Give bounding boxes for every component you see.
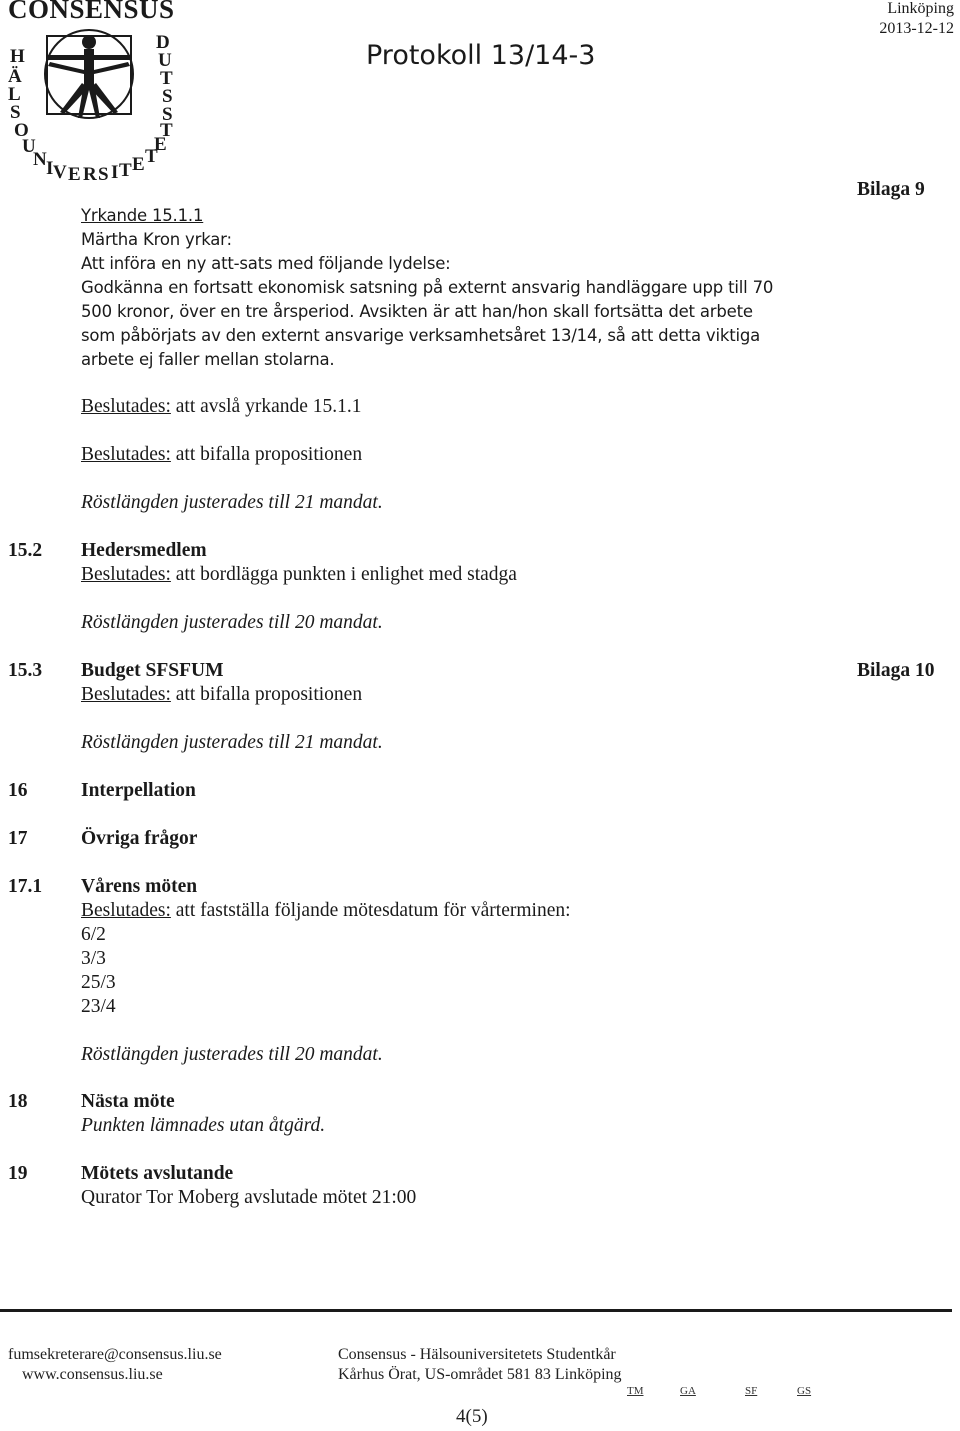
section-number: 18 (8, 1091, 28, 1112)
header-city: Linköping (887, 0, 954, 17)
svg-text:S: S (10, 102, 21, 123)
decision-line (81, 443, 362, 467)
section-number: 17.1 (8, 876, 43, 897)
svg-text:T: T (119, 160, 132, 180)
section-title: Mötets avslutande (81, 1163, 234, 1184)
brand-name: CONSENSUS (8, 0, 175, 24)
meeting-date: 3/3 (81, 948, 106, 969)
decision-line (81, 395, 362, 419)
decision-text: att avslå yrkande 15.1.1 (170, 396, 362, 417)
section-title: Budget SFSFUM (81, 660, 224, 681)
svg-text:E: E (132, 154, 145, 175)
section-note: Punkten lämnades utan åtgärd. (81, 1115, 326, 1136)
decision-line (81, 899, 571, 923)
section-title: Hedersmedlem (81, 540, 207, 561)
svg-text:R: R (83, 164, 97, 180)
decision-label: Beslutades: (81, 564, 171, 585)
footer-initials: SF (745, 1385, 758, 1397)
decision-label: Beslutades: (81, 444, 171, 465)
section-title: Interpellation (81, 780, 196, 801)
svg-text:S: S (98, 164, 109, 180)
vote-count-note: Röstlängden justerades till 20 mandat. (81, 1044, 383, 1065)
footer-address: Kårhus Örat, US-området 581 83 Linköping (338, 1366, 622, 1383)
decision-line (81, 683, 362, 707)
svg-text:S: S (162, 104, 173, 125)
footer-email[interactable]: fumsekreterare@consensus.liu.se (8, 1346, 222, 1363)
decision-label: Beslutades: (81, 396, 171, 417)
footer-initials: TM (627, 1385, 644, 1397)
section-number: 17 (8, 828, 28, 849)
decision-label: Beslutades: (81, 684, 171, 705)
section-title: Vårens möten (81, 876, 198, 897)
svg-text:T: T (145, 146, 158, 167)
footer-initials: GS (797, 1385, 812, 1397)
section-number: 15.3 (8, 660, 43, 681)
svg-text:V: V (53, 162, 67, 180)
page-number: 4(5) (456, 1406, 488, 1427)
consensus-seal-logo (0, 0, 178, 180)
decision-text: att bifalla propositionen (170, 444, 363, 465)
vote-count-note: Röstlängden justerades till 21 mandat. (81, 492, 383, 513)
svg-text:E: E (154, 134, 167, 155)
decision-label: Beslutades: (81, 900, 171, 921)
yrkande-line: 500 kronor, över en tre årsperiod. Avsikten är att han/hon skall fortsätta det arbete (81, 302, 753, 321)
bilaga-10-label: Bilaga 10 (857, 660, 935, 681)
section-number: 16 (8, 780, 28, 801)
meeting-date: 6/2 (81, 924, 106, 945)
footer-website[interactable]: www.consensus.liu.se (22, 1366, 163, 1383)
svg-text:T: T (160, 120, 173, 141)
svg-text:T: T (160, 68, 173, 89)
section-title: Övriga frågor (81, 828, 198, 849)
yrkande-line: som påbörjats av den externt ansvarige verksamhetsåret 13/14, så att detta viktiga (81, 326, 761, 345)
svg-text:I: I (111, 162, 119, 180)
svg-text:U: U (158, 50, 172, 71)
section-number: 19 (8, 1163, 28, 1184)
decision-line (81, 563, 517, 587)
yrkande-line: Märtha Kron yrkar: (81, 230, 232, 249)
svg-text:I: I (46, 158, 54, 179)
svg-text:D: D (156, 32, 170, 53)
section-number: 15.2 (8, 540, 43, 561)
section-title: Nästa möte (81, 1091, 175, 1112)
svg-text:U: U (22, 136, 36, 157)
decision-text: att bordlägga punkten i enlighet med stadga (170, 564, 517, 585)
meeting-date: 25/3 (81, 972, 116, 993)
svg-text:E: E (68, 164, 81, 180)
vote-count-note: Röstlängden justerades till 21 mandat. (81, 732, 383, 753)
page-title: Protokoll 13/14-3 (366, 40, 596, 71)
decision-text: att bifalla propositionen (170, 684, 363, 705)
footer-organization: Consensus - Hälsouniversitetets Studentkår (338, 1346, 616, 1363)
meeting-date: 23/4 (81, 996, 116, 1017)
decision-text: att fastställa följande mötesdatum för vårterminen: (170, 900, 571, 921)
yrkande-heading: Yrkande 15.1.1 (81, 206, 204, 225)
yrkande-line: Godkänna en fortsatt ekonomisk satsning på externt ansvarig handläggare upp till 70 (81, 278, 774, 297)
svg-text:H: H (10, 46, 25, 67)
bilaga-9-label: Bilaga 9 (857, 179, 925, 200)
svg-text:N: N (33, 149, 47, 170)
svg-text:Ä: Ä (8, 66, 22, 87)
svg-text:O: O (14, 120, 29, 141)
footer-initials: GA (680, 1385, 696, 1397)
section-note: Qurator Tor Moberg avslutade mötet 21:00 (81, 1187, 417, 1208)
svg-text:L: L (8, 84, 21, 105)
header-date: 2013-12-12 (879, 20, 954, 37)
yrkande-line: arbete ej faller mellan stolarna. (81, 350, 335, 369)
footer-divider (0, 1309, 952, 1312)
svg-text:S: S (162, 86, 173, 107)
yrkande-line: Att införa en ny att-sats med följande lydelse: (81, 254, 451, 273)
vote-count-note: Röstlängden justerades till 20 mandat. (81, 612, 383, 633)
